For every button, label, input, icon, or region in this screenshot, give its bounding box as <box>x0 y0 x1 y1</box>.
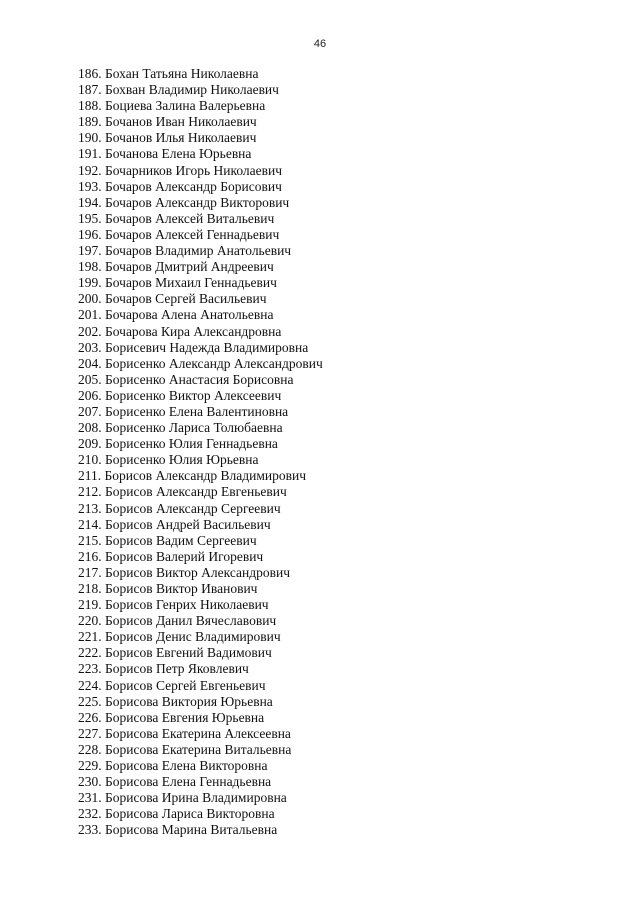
list-item: 199. Бочаров Михаил Геннадьевич <box>78 275 277 291</box>
list-item: 224. Борисов Сергей Евгеньевич <box>78 677 266 693</box>
list-item: 229. Борисова Елена Викторовна <box>78 758 268 774</box>
list-item: 196. Бочаров Алексей Геннадьевич <box>78 226 280 242</box>
list-item: 197. Бочаров Владимир Анатольевич <box>78 243 292 259</box>
list-item: 188. Боциева Залина Валерьевна <box>78 98 266 114</box>
list-item: 213. Борисов Александр Сергеевич <box>78 500 281 516</box>
list-item: 205. Борисенко Анастасия Борисовна <box>78 371 294 387</box>
list-item: 206. Борисенко Виктор Алексеевич <box>78 387 282 403</box>
list-item: 219. Борисов Генрих Николаевич <box>78 597 269 613</box>
list-item: 216. Борисов Валерий Игоревич <box>78 548 264 564</box>
list-item: 217. Борисов Виктор Александрович <box>78 564 291 580</box>
list-item: 210. Борисенко Юлия Юрьевна <box>78 452 259 468</box>
list-item: 204. Борисенко Александр Александрович <box>78 355 323 371</box>
list-item: 200. Бочаров Сергей Васильевич <box>78 291 267 307</box>
list-item: 191. Бочанова Елена Юрьевна <box>78 146 252 162</box>
list-item: 198. Бочаров Дмитрий Андреевич <box>78 259 274 275</box>
list-item: 190. Бочанов Илья Николаевич <box>78 130 257 146</box>
list-item: 214. Борисов Андрей Васильевич <box>78 516 271 532</box>
list-item: 186. Бохан Татьяна Николаевна <box>78 66 259 81</box>
list-item: 193. Бочаров Александр Борисович <box>78 178 282 194</box>
list-item: 212. Борисов Александр Евгеньевич <box>78 484 287 500</box>
list-item: 221. Борисов Денис Владимирович <box>78 629 281 645</box>
list-item: 228. Борисова Екатерина Витальевна <box>78 741 292 757</box>
list-item: 231. Борисова Ирина Владимировна <box>78 790 287 806</box>
list-item: 225. Борисова Виктория Юрьевна <box>78 693 273 709</box>
list-item: 232. Борисова Лариса Викторовна <box>78 806 275 822</box>
list-item: 201. Бочарова Алена Анатольевна <box>78 307 274 323</box>
list-item: 226. Борисова Евгения Юрьевна <box>78 709 265 725</box>
list-item: 215. Борисов Вадим Сергеевич <box>78 532 257 548</box>
list-item: 195. Бочаров Алексей Витальевич <box>78 210 275 226</box>
list-item: 192. Бочарников Игорь Николаевич <box>78 162 283 178</box>
list-item: 222. Борисов Евгений Вадимович <box>78 645 272 661</box>
list-item: 223. Борисов Петр Яковлевич <box>78 661 249 677</box>
list-item: 230. Борисова Елена Геннадьевна <box>78 774 272 790</box>
list-item: 207. Борисенко Елена Валентиновна <box>78 403 289 419</box>
page-number: 46 <box>313 38 327 50</box>
list-item: 208. Борисенко Лариса Толюбаевна <box>78 420 283 436</box>
list-item: 218. Борисов Виктор Иванович <box>78 581 258 596</box>
name-list <box>78 66 323 839</box>
list-item: 233. Борисова Марина Витальевна <box>78 822 278 838</box>
list-item: 227. Борисова Екатерина Алексеевна <box>78 725 291 741</box>
list-item: 220. Борисов Данил Вячеславович <box>78 613 277 629</box>
list-item: 209. Борисенко Юлия Геннадьевна <box>78 436 278 452</box>
list-item: 194. Бочаров Александр Викторович <box>78 194 290 210</box>
list-item: 189. Бочанов Иван Николаевич <box>78 114 257 130</box>
list-item: 187. Бохван Владимир Николаевич <box>78 82 279 98</box>
list-item: 203. Борисевич Надежда Владимировна <box>78 339 309 355</box>
list-item: 211. Борисов Александр Владимирович <box>78 468 307 484</box>
list-item: 202. Бочарова Кира Александровна <box>78 323 282 339</box>
